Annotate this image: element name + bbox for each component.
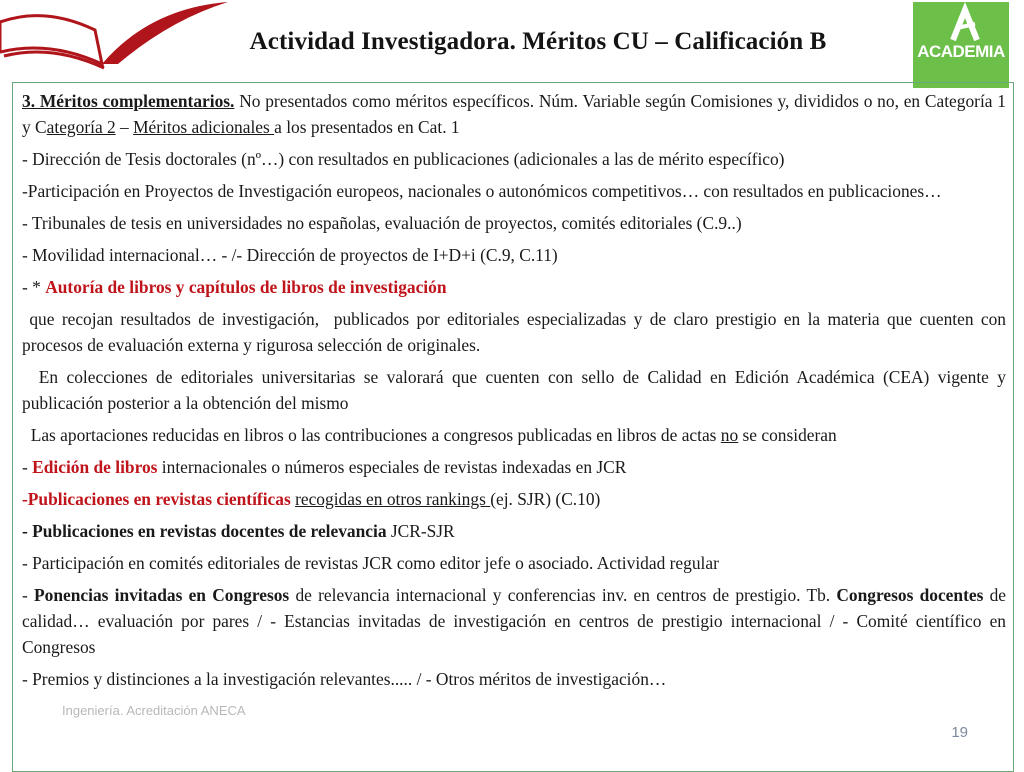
item-rankings — [22, 486, 1006, 512]
bold-text: - Publicaciones en revistas docentes de relevancia — [22, 521, 387, 541]
highlight-text: Autoría de libros y capítulos de libros de investigación — [45, 277, 447, 297]
slide-content — [22, 88, 1011, 698]
item-aportaciones — [22, 422, 1006, 448]
item-comites: - Participación en comités editoriales de revistas JCR como editor jefe o asociado. Actividad regular — [22, 553, 719, 573]
section-heading: 3. Méritos complementarios. — [22, 91, 235, 111]
text: - — [22, 585, 35, 605]
paragraph-meritos-complementarios — [22, 88, 1006, 140]
item-recojan: que recojan resultados de investigación, publicados por editoriales especializadas y de claro prestigio en la materia que cuenten con procesos de evaluación externa y rigurosa selección de originales. — [22, 309, 1011, 355]
page-number: 19 — [951, 724, 968, 741]
page-title: Actividad Investigadora. Méritos CU – Calificación B — [249, 28, 827, 55]
text: (ej. SJR) (C.10) — [490, 489, 601, 509]
academia-logo-text: ACADEMIA — [917, 42, 1005, 61]
text: internacionales o números especiales de revistas indexadas en JCR — [157, 457, 627, 477]
text: a los presentados en Cat. 1 — [274, 117, 460, 137]
item-ponencias — [22, 582, 1006, 660]
academia-a-logo-icon — [913, 2, 1009, 46]
text: JCR-SJR — [386, 521, 455, 541]
item-libros — [22, 274, 1006, 300]
item-edicion — [22, 454, 1006, 480]
bold-text: Congresos docentes — [836, 585, 984, 605]
underlined-text: no — [720, 425, 739, 445]
item-proyectos: -Participación en Proyectos de Investigación europeos, nacionales o autonómicos competitivos… con resultados en publicaciones… — [22, 181, 942, 201]
academia-logo — [913, 2, 1009, 88]
item-tribunales: - Tribunales de tesis en universidades no españolas, evaluación de proyectos, comités editoriales (C.9..) — [22, 213, 742, 233]
text: No presentados como méritos específicos. Núm. Variable según Comisiones y, divididos o no, en Categoría 1 y C — [22, 91, 1006, 137]
underlined-text: ategoría 2 — [46, 117, 116, 137]
underlined-text: recogidas en otros rankings — [295, 489, 491, 509]
bold-text: Ponencias invitadas en Congresos — [34, 585, 290, 605]
item-docentes — [22, 518, 1006, 544]
highlight-text: -Publicaciones en revistas científicas — [22, 489, 291, 509]
underlined-text: Méritos adicionales — [133, 117, 275, 137]
text: - * — [22, 277, 46, 297]
item-tesis: - Dirección de Tesis doctorales (nº…) con resultados en publicaciones (adicionales a las de mérito específico) — [22, 149, 785, 169]
text: Las aportaciones reducidas en libros o las contribuciones a congresos publicadas en libros de actas — [22, 425, 721, 445]
text: - — [22, 457, 33, 477]
item-movilidad: - Movilidad internacional… - /- Dirección de proyectos de I+D+i (C.9, C.11) — [22, 245, 558, 265]
item-premios: - Premios y distinciones a la investigación relevantes..... / - Otros méritos de investigación… — [22, 669, 667, 689]
text: de relevancia internacional y conferencias inv. en centros de prestigio. Tb. — [289, 585, 837, 605]
footer-text: Ingeniería. Acreditación ANECA — [62, 703, 246, 718]
text: se consideran — [738, 425, 837, 445]
item-colecciones: En colecciones de editoriales universitarias se valorará que cuenten con sello de Calidad en Edición Académica (CEA) vigente y publicación posterior a la obtención del mismo — [22, 367, 1011, 413]
text: – — [115, 117, 134, 137]
highlight-text: Edición de libros — [32, 457, 158, 477]
text: de calidad… evaluación por pares / - Estancias invitadas de investigación en centros de prestigio internacional / - Comité científico en Congresos — [22, 585, 1007, 657]
